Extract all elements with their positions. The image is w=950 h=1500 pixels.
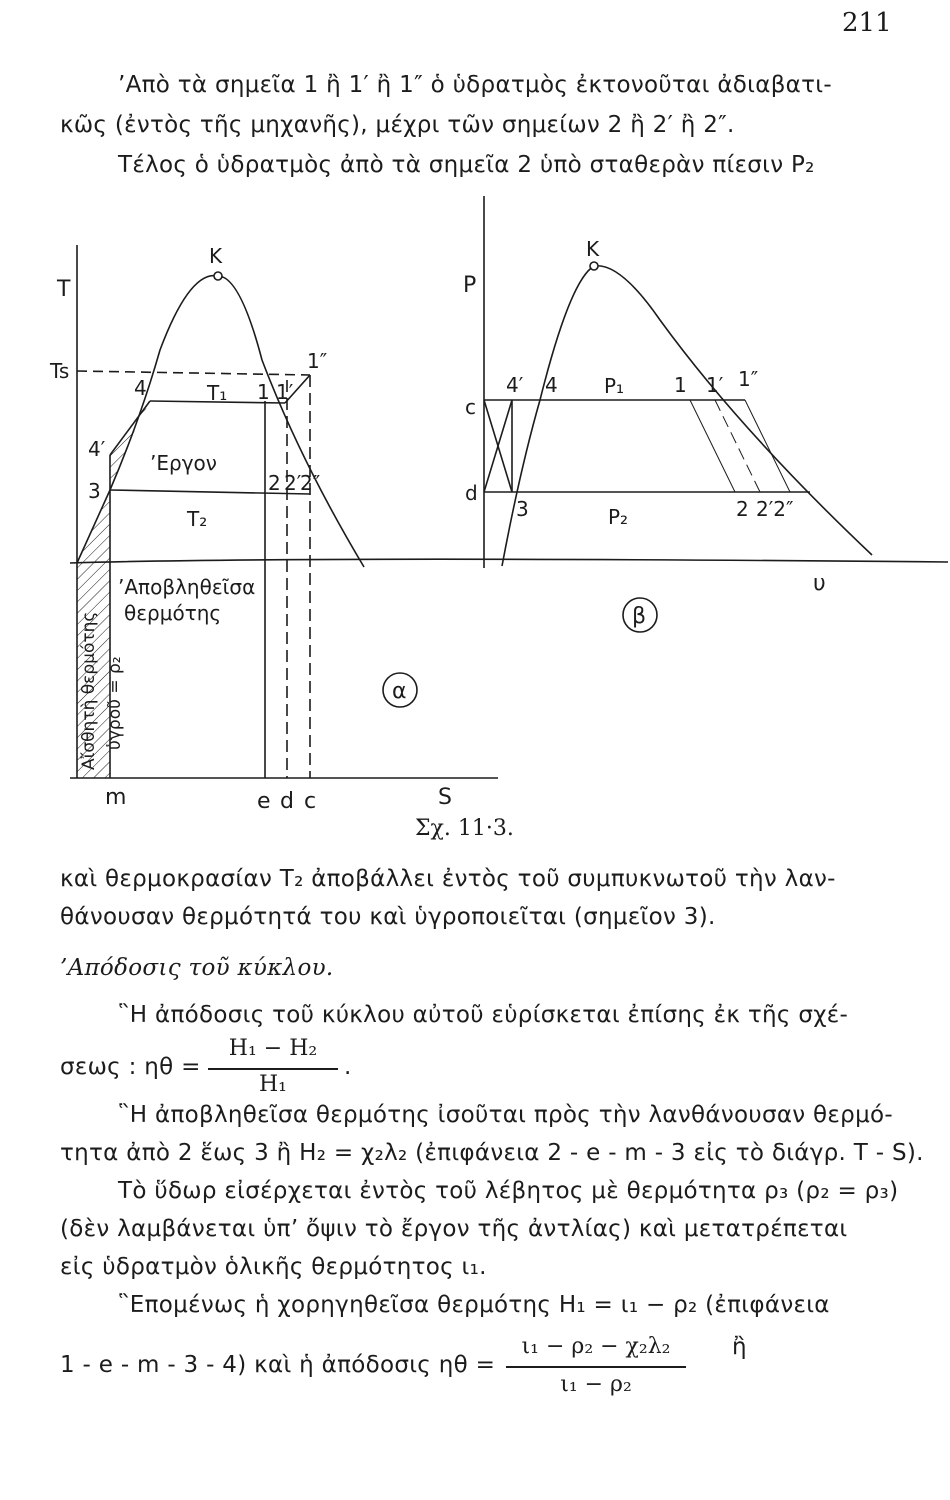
point-2p2pp-label-b: 2′2″ (756, 497, 794, 521)
d-label: d (465, 481, 478, 505)
saturation-dome (77, 276, 364, 567)
point-2-label-b: 2 (736, 497, 749, 521)
equation-2-end: ἢ (732, 1334, 747, 1360)
text-line: θάνουσαν θερμότητά του καὶ ὑγροποιεῖται (σημεῖον 3). (60, 904, 716, 930)
saturation-dome-b (502, 266, 872, 566)
equation-1-denominator: H₁ (258, 1072, 287, 1097)
point-2p-label: 2′ (284, 471, 302, 495)
equation-2-numerator: ι₁ − ρ₂ − χ₂λ₂ (521, 1334, 671, 1359)
expansion-1pp (745, 400, 790, 492)
text-line: κῶς (ἐντὸς τῆς μηχανῆς), μέχρι τῶν σημείων 2 ἢ 2′ ἢ 2″. (60, 112, 735, 138)
point-4-label-b: 4 (545, 373, 558, 397)
equation-2-prefix: 1 - e - m - 3 - 4) καὶ ἡ ἀπόδοσις ηθ = (60, 1352, 496, 1378)
section-heading: ’Απόδοσις τοῦ κύκλου. (60, 955, 334, 981)
equation-1-numerator: H₁ − H₂ (228, 1036, 318, 1061)
text-line: ῝Η ἀπόδοσις τοῦ κύκλου αὐτοῦ εὑρίσκεται ἐπίσης ἐκ τῆς σχέ- (118, 1002, 849, 1028)
work-label: ’Εργον (150, 451, 217, 475)
ts-label: Ts (50, 359, 70, 383)
text-line: ῝Επομένως ἡ χορηγηθεῖσα θερμότης H₁ = ι₁ − ρ₂ (ἐπιφάνεια (118, 1292, 830, 1318)
point-3-label-b: 3 (516, 497, 529, 521)
equation-2-denominator: ι₁ − ρ₂ (560, 1372, 632, 1397)
critical-point-a (214, 272, 222, 280)
c-label: c (465, 395, 476, 419)
base-c-label: c (304, 789, 317, 814)
axis-t-label: T (57, 277, 71, 302)
liquid-heat-label-2: ὑγροῦ = ρ₂ (105, 656, 125, 750)
point-1p-label: 1′ (276, 380, 294, 404)
equation-1-end: . (344, 1054, 352, 1080)
critical-point-b (590, 262, 598, 270)
figure-caption: Σχ. 11·3. (415, 816, 514, 841)
text-line: καὶ θερμοκρασίαν T₂ ἀποβάλλει ἐντὸς τοῦ συμπυκνωτοῦ τὴν λαν- (60, 866, 836, 892)
ts-dashed-line (77, 371, 310, 375)
point-4-label: 4 (134, 376, 147, 400)
text-line: ῝Η ἀποβληθεῖσα θερμότης ἰσοῦται πρὸς τὴν λανθάνουσαν θερμό- (118, 1102, 893, 1128)
page-number: 211 (842, 8, 892, 38)
point-4p-label-b: 4′ (506, 373, 524, 397)
text-line: εἰς ὑδρατμὸν ὁλικῆς θερμότητος ι₁. (60, 1254, 487, 1280)
equation-1-bar (208, 1068, 338, 1070)
text-line: (δὲν λαμβάνεται ὑπ’ ὄψιν τὸ ἔργον τῆς ἀντλίας) καὶ μετατρέπεται (60, 1216, 848, 1242)
point-1-label-b: 1 (674, 373, 687, 397)
liquid-heat-label-1: Αἴσθητὴ θερμότης (79, 611, 99, 770)
t2-label: T₂ (187, 507, 208, 531)
base-e-label: e (257, 789, 271, 814)
axis-p-label: P (463, 273, 477, 298)
marker-beta: β (632, 604, 647, 629)
base-d-label: d (280, 789, 294, 814)
base-m-label: m (105, 785, 127, 810)
marker-alpha: α (392, 679, 407, 704)
axis-v-label: υ (813, 571, 826, 596)
text-line: ’Απὸ τὰ σημεῖα 1 ἢ 1′ ἢ 1″ ὁ ὑδρατμὸς ἐκτονοῦται ἀδιαβατι- (118, 72, 832, 98)
axis-s-label: S (438, 785, 452, 810)
rejected-heat-label-1: ’Αποβληθεῖσα (118, 575, 256, 599)
point-2pp-label: 2″ (300, 471, 321, 495)
point-1pp-label: 1″ (307, 349, 328, 373)
equation-1-prefix: σεως : ηθ = (60, 1054, 201, 1080)
text-line: τητα ἀπὸ 2 ἕως 3 ἢ H₂ = χ₂λ₂ (ἐπιφάνεια 2 - e - m - 3 εἰς τὸ διάγρ. T - S). (60, 1140, 924, 1166)
point-4p-label: 4′ (88, 437, 106, 461)
text-line: Τὸ ὕδωρ εἰσέρχεται ἐντὸς τοῦ λέβητος μὲ θερμότητα ρ₃ (ρ₂ = ρ₃) (118, 1178, 899, 1204)
expansion-1 (690, 400, 735, 492)
text-line: Τέλος ὁ ὑδρατμὸς ἀπὸ τὰ σημεῖα 2 ὑπὸ σταθερὰν πίεσιν P₂ (118, 152, 815, 178)
critical-label-b: K (586, 237, 600, 261)
equation-2-bar (506, 1366, 686, 1368)
point-1p-label-b: 1′ (706, 373, 724, 397)
point-1pp-label-b: 1″ (738, 367, 759, 391)
expansion-1p (715, 400, 760, 492)
p2-label: P₂ (608, 505, 629, 529)
t1-label: T₁ (207, 381, 228, 405)
p1-label: P₁ (604, 374, 625, 398)
rejected-heat-label-2: θερμότης (124, 601, 222, 625)
point-2-label: 2 (268, 471, 281, 495)
point-1-label: 1 (257, 380, 270, 404)
critical-label-a: K (209, 244, 223, 268)
temperature-axis-curve (70, 559, 948, 563)
pv-diagram (484, 196, 872, 632)
point-3-label: 3 (88, 479, 101, 503)
